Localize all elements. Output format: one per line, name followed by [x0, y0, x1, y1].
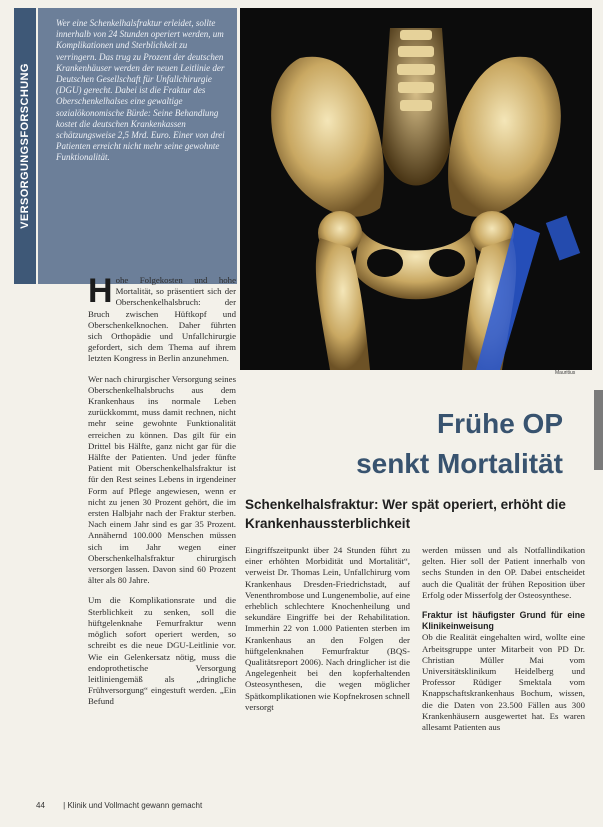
- footer-separator: |: [63, 801, 66, 810]
- page-footer: [36, 801, 202, 810]
- article-column-middle: [245, 545, 410, 722]
- section-tag: [14, 8, 36, 284]
- intro-text: ohe Folgekosten und hohe Mortalität, so präsentiert sich der Oberschenkelhalsbruch: der Bruch zwischen Hüftkopf und Oberschenkelknochen. Daher führten sich Orthopädie und Unfallchirurgie gefordert, sich dem Thema auf ihrem letzten Kongress in Berlin anzunehmen.: [88, 275, 236, 364]
- intro-paragraph: [88, 272, 236, 365]
- left-paragraph-2: Wer nach chirurgischer Versorgung seines Oberschenkelhalsbruchs aus dem Krankenhaus ins normale Leben zurückkommt, muss damit rechnen, nicht mehr seine gewohnte Funktionalität erreichen zu können. Das gilt für ein Drittel bis Hälfte, ganz nicht gar für die Hälfte der Patienten. Und jeder fünfte Patient mit Oberschenkelhalsfraktur ist für den Rest seines Lebens in irgendeiner Form auf Pflege angewiesen, wenn er nicht zu jenen 30 Prozent gehört, die im ersten Halbjahr nach der Fraktur sterben. Nach einem Jahr sind es gar 35 Prozent. Annähernd 100.000 Menschen müssen sich im Jahr wegen einer Oberschenkelhalsfraktur chirurgisch versorgen lassen. Davon sind 60 Prozent älter als 80 Jahre.: [88, 373, 236, 586]
- section-tag-label: VERSORGUNGSFORSCHUNG: [19, 63, 31, 229]
- page-number: 44: [36, 801, 45, 810]
- publication-name: Klinik und Vollmacht gewann gemacht: [67, 801, 203, 810]
- middle-paragraph: Eingriffszeitpunkt über 24 Stunden führt zu einer erhöhten Morbidität und Mortalität“, verweist Dr. Thomas Lein, Unfallchirurg vom Krankenhaus Dresden-Friedrichstadt, auf Venenthrombose und Lungenembolie, auf eine erheblich schlechtere Knochenheilung und sekundäre Eingriffe bei der Rehabilitation. Immerhin 22 von 1.000 Patienten sterben im Krankenhaus an den Folgen der hüftgelenknahen Femurfraktur (BQS-Qualitätsreport 2006). Nach dringlicher ist die Angelegenheit bei den kopferhaltenden Osteosynthesen, die wegen möglicher Spätkomplikationen wie Kopfnekrosen schnell versorgt: [245, 545, 410, 712]
- right-paragraph-2: Ob die Realität eingehalten wird, wollte eine Arbeitsgruppe unter Mitarbeit von PD Dr. Christian Müller Mai vom Universitätsklinikum Heidelberg und Professor Rüdiger Smektala vom Knappschaftskrankenhaus Bochum, wissen, die die Daten von 23.500 Fällen aus 300 Krankenhäusern ausgewertet hat. Es waren allesamt Patienten aus: [422, 632, 585, 733]
- subheadline: Schenkelhalsfraktur: Wer spät operiert, erhöht die Krankenhaussterblichkeit: [245, 497, 566, 531]
- photo-credit: Mauritius: [555, 370, 576, 376]
- page-edge-tab: [594, 390, 603, 470]
- dropcap: H: [88, 272, 113, 310]
- right-paragraph-1: werden müssen und als Notfallindikation gelten. Hier soll der Patient innerhalb von sechs Stunden in den OP. Dabei entscheidet auch die Qualität der frühen Reposition über Erfolg oder Misserfolg der Osteosynthese.: [422, 545, 585, 600]
- left-paragraph-3: Um die Komplikationsrate und die Sterblichkeit zu senken, soll die hüftgelenknahe Femurfraktur wenn möglich sofort operiert werden, so schreibt es die neue DGU-Leitlinie vor. Wie ein Gelenkersatz nötig, muss die endoprothetische Versorgung leitliniengemäß als „dringliche Frühversorgung“ eingestuft werden. „Ein Befund: [88, 595, 236, 707]
- headline-line2: senkt Mortalität: [356, 448, 563, 479]
- article-column-left: [88, 272, 236, 717]
- headline-line1: Frühe OP: [436, 408, 563, 439]
- pelvis-photo: [240, 8, 592, 370]
- section-subhead: Fraktur ist häufigster Grund für eine Klinikeinweisung: [422, 610, 585, 632]
- article-column-right: [422, 545, 585, 742]
- teaser-text: Wer eine Schenkelhalsfraktur erleidet, sollte innerhalb von 24 Stunden operiert werden, um Komplikationen und Sterblichkeit zu verringern. Das trug zu Prozent der deutschen Krankenhäuser werden der neuen Leitlinie der Deutschen Gesellschaft für Unfallchirurgie (DGU) gerecht. Dabei ist die Fraktur des Oberschenkelhalses eine gewaltige sozialökonomische Bürde: Seine Behandlung kostet die deutschen Krankenkassen schätzungsweise 2,5 Mrd. Euro. Einer von drei Patienten erreicht nicht mehr seine gewohnte Funktionalität.: [56, 18, 225, 163]
